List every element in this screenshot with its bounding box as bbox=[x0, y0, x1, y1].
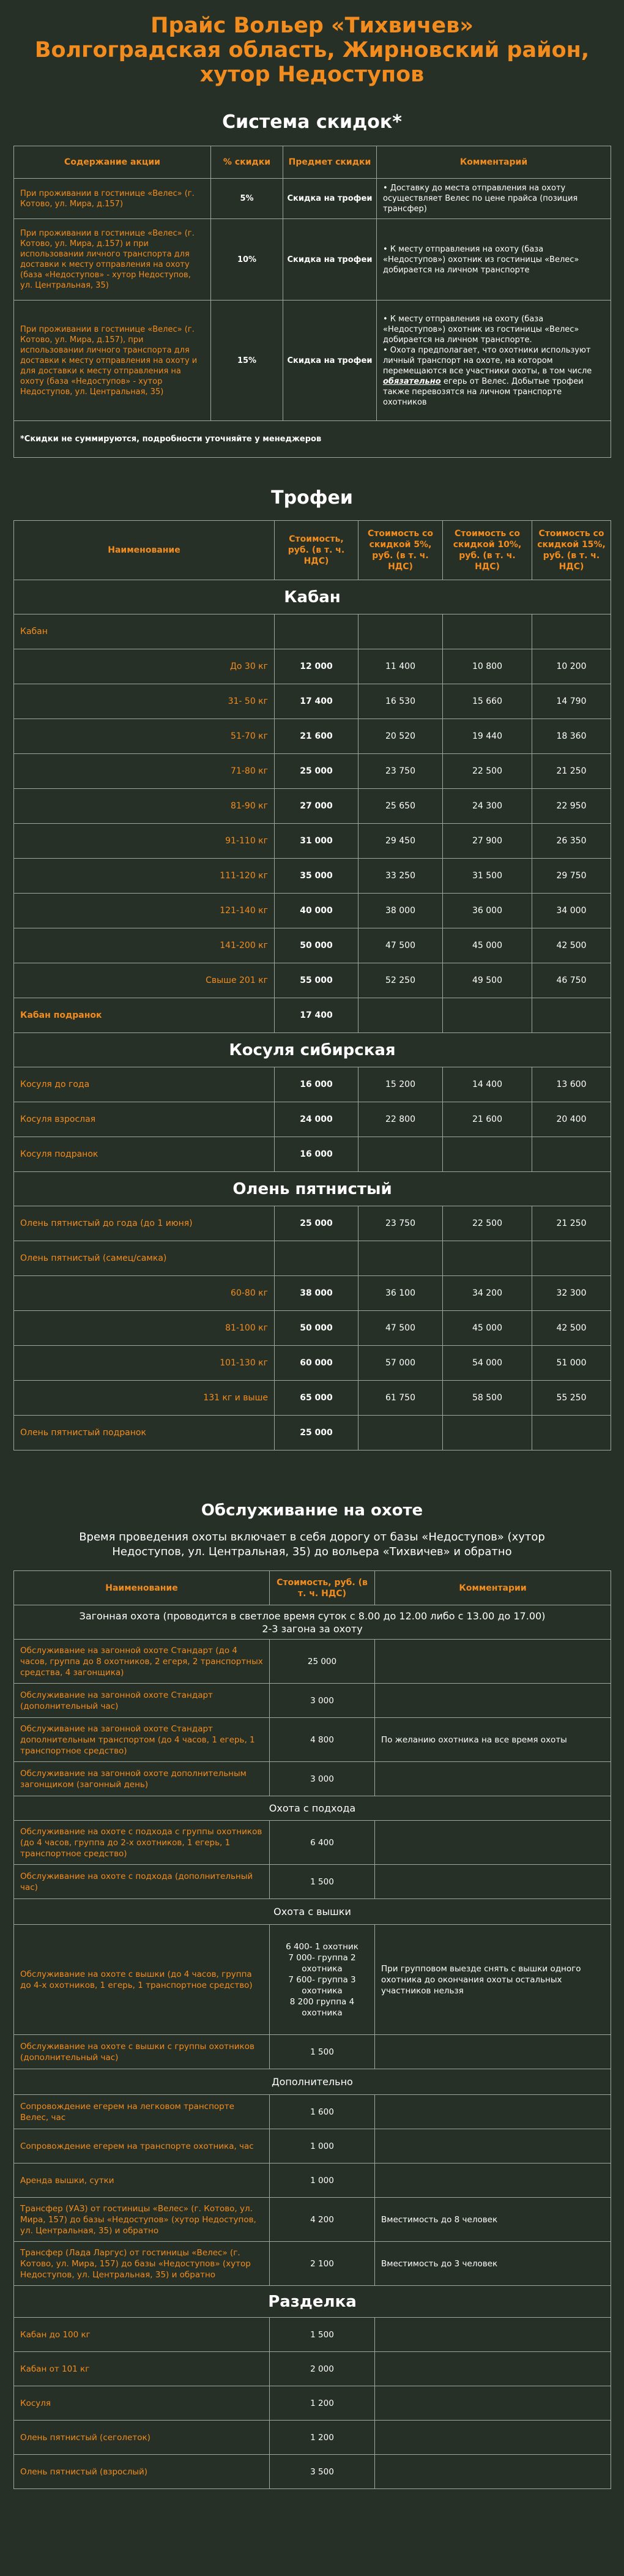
col-header: % скидки bbox=[211, 146, 283, 179]
table-row bbox=[14, 1346, 611, 1381]
category-heading: Кабан bbox=[14, 580, 611, 614]
row-name: Олень пятнистый (взрослый) bbox=[14, 2455, 270, 2489]
price-15: 21 250 bbox=[532, 1206, 611, 1241]
price-discount: 55 250 bbox=[532, 1381, 611, 1416]
table-row bbox=[14, 614, 611, 649]
table-row bbox=[14, 2421, 611, 2455]
price-discount: 32 300 bbox=[532, 1276, 611, 1311]
table-row bbox=[14, 1821, 611, 1865]
row-name: Аренда вышки, сутки bbox=[14, 2163, 270, 2198]
row-name: 31- 50 кг bbox=[14, 684, 275, 719]
table-row bbox=[14, 824, 611, 859]
row-name: Олень пятнистый (сеголеток) bbox=[14, 2421, 270, 2455]
service-note: Время проведения охоты включает в себя дорогу от базы «Недоступов» (хутор Недоступов, ул. Центральная, 35) до вольера «Тихвичев» и обратно bbox=[79, 1531, 545, 1558]
row-name: 111-120 кг bbox=[14, 859, 275, 894]
title-line-2: Волгоградская область, Жирновский район, хутор Недоступов bbox=[34, 38, 590, 87]
service-heading: Обслуживание на охоте bbox=[201, 1501, 423, 1520]
discount-comment: • К месту отправления на охоту (база «Недоступов») охотник из гостиницы «Велес» добирается на личном транспорте bbox=[377, 219, 611, 301]
trophies-heading: Трофеи bbox=[271, 487, 353, 509]
row-name: Косуля до года bbox=[14, 1067, 275, 1102]
row-name: 101-130 кг bbox=[14, 1346, 275, 1381]
price: 38 000 bbox=[275, 1276, 358, 1311]
table-row bbox=[14, 219, 611, 301]
boar-rows bbox=[14, 649, 611, 998]
price: 50 000 bbox=[275, 928, 358, 963]
col-header: Содержание акции bbox=[14, 146, 211, 179]
price: 16 000 bbox=[275, 1137, 358, 1172]
table-row bbox=[14, 684, 611, 719]
table-row bbox=[14, 754, 611, 789]
price: 6 400 bbox=[270, 1821, 375, 1865]
price-discount bbox=[443, 1137, 532, 1172]
price-discount: 14 790 bbox=[532, 684, 611, 719]
row-name: 60-80 кг bbox=[14, 1276, 275, 1311]
price-discount: 51 000 bbox=[532, 1346, 611, 1381]
price-discount: 36 000 bbox=[443, 894, 532, 928]
row-name: Обслуживание на загонной охоте дополнительным загонщиком (загонный день) bbox=[14, 1762, 270, 1796]
price-discount: 15 200 bbox=[358, 1067, 443, 1102]
category-heading: Олень пятнистый bbox=[14, 1172, 611, 1206]
price-discount: 31 500 bbox=[443, 859, 532, 894]
row-name: 81-90 кг bbox=[14, 789, 275, 824]
row-name: 81-100 кг bbox=[14, 1311, 275, 1346]
price: 25 000 bbox=[275, 1416, 358, 1450]
service-rows-extra bbox=[14, 2095, 611, 2286]
price: 31 000 bbox=[275, 824, 358, 859]
row-name: Свыше 201 кг bbox=[14, 963, 275, 998]
table-row bbox=[14, 1241, 611, 1276]
row-name: До 30 кг bbox=[14, 649, 275, 684]
row-name: 71-80 кг bbox=[14, 754, 275, 789]
price-discount: 27 900 bbox=[443, 824, 532, 859]
price-discount: 46 750 bbox=[532, 963, 611, 998]
table-row bbox=[14, 2095, 611, 2129]
row-name: Обслуживание на охоте с подхода (дополнительный час) bbox=[14, 1865, 270, 1899]
table-row bbox=[14, 2163, 611, 2198]
discount-subject: Скидка на трофеи bbox=[283, 219, 377, 301]
comment bbox=[375, 2352, 611, 2386]
price-discount: 61 750 bbox=[358, 1381, 443, 1416]
row-name: Обслуживание на загонной охоте Стандарт (дополнительный час) bbox=[14, 1684, 270, 1718]
group-heading: Охота с подхода bbox=[14, 1796, 611, 1821]
price-discount: 14 400 bbox=[443, 1067, 532, 1102]
comment: Вместимость до 8 человек bbox=[375, 2198, 611, 2242]
price-discount: 23 750 bbox=[358, 754, 443, 789]
table-row bbox=[14, 2129, 611, 2163]
trophies-table bbox=[13, 520, 611, 1450]
comment bbox=[375, 1821, 611, 1865]
price: 55 000 bbox=[275, 963, 358, 998]
table-row bbox=[14, 963, 611, 998]
table-row bbox=[14, 1718, 611, 1762]
discounts-table bbox=[13, 146, 611, 458]
row-name: Косуля подранок bbox=[14, 1137, 275, 1172]
row-name: Олень пятнистый подранок bbox=[14, 1416, 275, 1450]
price-discount: 25 650 bbox=[358, 789, 443, 824]
price-discount: 20 520 bbox=[358, 719, 443, 754]
price-discount: 24 300 bbox=[443, 789, 532, 824]
price-discount: 10 800 bbox=[443, 649, 532, 684]
table-row bbox=[14, 1865, 611, 1899]
table-row bbox=[14, 421, 611, 458]
price-discount bbox=[358, 1137, 443, 1172]
price-discount: 49 500 bbox=[443, 963, 532, 998]
price-discount: 10 200 bbox=[532, 649, 611, 684]
col-header: Предмет скидки bbox=[283, 146, 377, 179]
price: 21 600 bbox=[275, 719, 358, 754]
price-discount: 21 600 bbox=[443, 1102, 532, 1137]
comment bbox=[375, 2455, 611, 2489]
comment bbox=[375, 2163, 611, 2198]
row-name: 51-70 кг bbox=[14, 719, 275, 754]
price: 1 500 bbox=[270, 2318, 375, 2352]
price-discount: 16 530 bbox=[358, 684, 443, 719]
price-discount: 21 250 bbox=[532, 754, 611, 789]
col-header: Комментарий bbox=[377, 146, 611, 179]
group-heading: Дополнительно bbox=[14, 2069, 611, 2095]
table-row bbox=[14, 301, 611, 421]
table-row bbox=[14, 1381, 611, 1416]
table-row bbox=[14, 2352, 611, 2386]
table-row bbox=[14, 649, 611, 684]
price-discount bbox=[532, 1137, 611, 1172]
price: 27 000 bbox=[275, 789, 358, 824]
table-row bbox=[14, 789, 611, 824]
price-discount: 38 000 bbox=[358, 894, 443, 928]
discount-content: При проживании в гостинице «Велес» (г. Котово, ул. Мира, д.157) bbox=[14, 179, 211, 219]
row-name: 141-200 кг bbox=[14, 928, 275, 963]
price: 1 200 bbox=[270, 2386, 375, 2421]
price-discount: 54 000 bbox=[443, 1346, 532, 1381]
group-label: Олень пятнистый (самец/самка) bbox=[14, 1241, 275, 1276]
category-heading: Косуля сибирская bbox=[14, 1033, 611, 1067]
discount-pct: 5% bbox=[211, 179, 283, 219]
comment: Вместимость до 3 человек bbox=[375, 2242, 611, 2286]
price: 60 000 bbox=[275, 1346, 358, 1381]
comment bbox=[375, 1865, 611, 1899]
comment: По желанию охотника на все время охоты bbox=[375, 1718, 611, 1762]
page-title bbox=[13, 13, 611, 87]
price-discount: 45 000 bbox=[443, 928, 532, 963]
row-name: Обслуживание на охоте с подхода с группы охотников (до 4 часов, группа до 2-х охотников, 1 егерь, 1 транспортное средство) bbox=[14, 1821, 270, 1865]
comment bbox=[375, 2421, 611, 2455]
discount-comment: • Доставку до места отправления на охоту осуществляет Велес по цене прайса (позиция трансфер) bbox=[377, 179, 611, 219]
price: 1 500 bbox=[270, 2035, 375, 2069]
row-name: 131 кг и выше bbox=[14, 1381, 275, 1416]
price-discount: 47 500 bbox=[358, 928, 443, 963]
category-heading: Разделка bbox=[14, 2286, 611, 2318]
price-5: 23 750 bbox=[358, 1206, 443, 1241]
price: 24 000 bbox=[275, 1102, 358, 1137]
price: 3 000 bbox=[270, 1684, 375, 1718]
price-discount: 58 500 bbox=[443, 1381, 532, 1416]
row-name: Обслуживание на загонной охоте Стандарт (до 4 часов, группа до 8 охотников, 2 егеря, 2 транспортных средства, 4 загонщика) bbox=[14, 1640, 270, 1684]
discount-comment: • К месту отправления на охоту (база «Недоступов») охотник из гостиницы «Велес» добирается на личном транспорте. • Охота предполагает, что охотники используют личный транспорт на охоте, на котором перемещаются все участники охоты, в том числе обязательно егерь от Велес. Добытые трофеи также перевозятся на личном транспорте охотников bbox=[377, 301, 611, 421]
col-header: Стоимость со скидкой 15%, руб. (в т. ч. НДС) bbox=[532, 521, 611, 580]
price: 40 000 bbox=[275, 894, 358, 928]
price-discount: 33 250 bbox=[358, 859, 443, 894]
table-row bbox=[14, 2318, 611, 2352]
price: 4 200 bbox=[270, 2198, 375, 2242]
row-name: Косуля bbox=[14, 2386, 270, 2421]
table-row bbox=[14, 2242, 611, 2286]
price: 25 000 bbox=[275, 754, 358, 789]
price: 35 000 bbox=[275, 859, 358, 894]
price: 1 000 bbox=[270, 2129, 375, 2163]
price: 2 000 bbox=[270, 2352, 375, 2386]
price: 25 000 bbox=[270, 1640, 375, 1684]
row-name: Обслуживание на загонной охоте Стандарт дополнительным транспортом (до 4 часов, 1 егерь, 1 транспортное средство) bbox=[14, 1718, 270, 1762]
price-discount: 22 800 bbox=[358, 1102, 443, 1137]
price-discount: 15 660 bbox=[443, 684, 532, 719]
price-discount: 19 440 bbox=[443, 719, 532, 754]
table-row bbox=[14, 998, 611, 1033]
price-discount: 13 600 bbox=[532, 1067, 611, 1102]
col-header: Наименование bbox=[14, 1571, 270, 1605]
price-discount: 52 250 bbox=[358, 963, 443, 998]
row-name: Косуля взрослая bbox=[14, 1102, 275, 1137]
group-heading: Охота с вышки bbox=[14, 1899, 611, 1925]
table-row bbox=[14, 2198, 611, 2242]
row-name: 91-110 кг bbox=[14, 824, 275, 859]
price-discount: 26 350 bbox=[532, 824, 611, 859]
price: 65 000 bbox=[275, 1381, 358, 1416]
row-name: Сопровождение егерем на легковом транспорте Велес, час bbox=[14, 2095, 270, 2129]
row-name: Кабан подранок bbox=[14, 998, 275, 1033]
price: 3 500 bbox=[270, 2455, 375, 2489]
service-rows-cutting bbox=[14, 2318, 611, 2489]
group-heading: Загонная охота (проводится в светлое время суток с 8.00 до 12.00 либо с 13.00 до 17.00) 2-3 загона за охоту bbox=[14, 1605, 611, 1640]
discounts-heading: Система скидок* bbox=[222, 111, 402, 133]
comment bbox=[375, 1640, 611, 1684]
price-discount: 36 100 bbox=[358, 1276, 443, 1311]
row-name: Кабан от 101 кг bbox=[14, 2352, 270, 2386]
price: 17 400 bbox=[275, 684, 358, 719]
price-discount: 18 360 bbox=[532, 719, 611, 754]
comment bbox=[375, 2318, 611, 2352]
price: 3 000 bbox=[270, 1762, 375, 1796]
price: 17 400 bbox=[275, 998, 358, 1033]
table-row bbox=[14, 1684, 611, 1718]
discount-content: При проживании в гостинице «Велес» (г. Котово, ул. Мира, д.157) и при использовании личного транспорта для доставки к месту отправления на охоту (база «Недоступов» - хутор Недоступов, ул. Центральная, 35) bbox=[14, 219, 211, 301]
table-row bbox=[14, 1067, 611, 1102]
comment bbox=[375, 2386, 611, 2421]
price-10: 22 500 bbox=[443, 1206, 532, 1241]
row-name: 121-140 кг bbox=[14, 894, 275, 928]
comment: При групповом выезде снять с вышки одного охотника до окончания охоты остальных участников нельзя bbox=[375, 1925, 611, 2035]
table-row bbox=[14, 1311, 611, 1346]
discount-subject: Скидка на трофеи bbox=[283, 301, 377, 421]
price: 2 100 bbox=[270, 2242, 375, 2286]
group-label: Кабан bbox=[14, 614, 275, 649]
table-row bbox=[14, 1102, 611, 1137]
price-discount: 20 400 bbox=[532, 1102, 611, 1137]
price-discount: 29 750 bbox=[532, 859, 611, 894]
price-discount: 45 000 bbox=[443, 1311, 532, 1346]
service-rows-driven bbox=[14, 1640, 611, 1796]
table-row bbox=[14, 1640, 611, 1684]
table-row bbox=[14, 859, 611, 894]
price: 6 400- 1 охотник 7 000- группа 2 охотника 7 600- группа 3 охотника 8 200 группа 4 охотника bbox=[270, 1925, 375, 2035]
comment bbox=[375, 1684, 611, 1718]
table-row bbox=[14, 2455, 611, 2489]
col-header: Наименование bbox=[14, 521, 275, 580]
price: 1 000 bbox=[270, 2163, 375, 2198]
price-discount: 11 400 bbox=[358, 649, 443, 684]
price: 4 800 bbox=[270, 1718, 375, 1762]
comment bbox=[375, 2129, 611, 2163]
col-header: Стоимость со скидкой 10%, руб. (в т. ч. НДС) bbox=[443, 521, 532, 580]
col-header: Стоимость, руб. (в т. ч. НДС) bbox=[275, 521, 358, 580]
price: 1 500 bbox=[270, 1865, 375, 1899]
price-discount: 29 450 bbox=[358, 824, 443, 859]
table-row bbox=[14, 179, 611, 219]
price-discount: 57 000 bbox=[358, 1346, 443, 1381]
price: 25 000 bbox=[275, 1206, 358, 1241]
table-row bbox=[14, 894, 611, 928]
table-row bbox=[14, 1137, 611, 1172]
row-name: Трансфер (УАЗ) от гостиницы «Велес» (г. Котово, ул. Мира, 157) до базы «Недоступов» (хутор Недоступов, ул. Центральная, 35) и обратно bbox=[14, 2198, 270, 2242]
row-name: Сопровождение егерем на транспорте охотника, час bbox=[14, 2129, 270, 2163]
price-discount: 42 500 bbox=[532, 1311, 611, 1346]
discount-pct: 15% bbox=[211, 301, 283, 421]
price: 50 000 bbox=[275, 1311, 358, 1346]
discount-content: При проживании в гостинице «Велес» (г. Котово, ул. Мира, д.157), при использовании личного транспорта для доставки к месту отправления на охоту и для доставки к месту отправления на охоту (база «Недоступов» - хутор Недоступов, ул. Центральная, 35) bbox=[14, 301, 211, 421]
price-discount: 22 950 bbox=[532, 789, 611, 824]
table-row bbox=[14, 1762, 611, 1796]
table-row bbox=[14, 928, 611, 963]
table-row bbox=[14, 1925, 611, 2035]
price-discount: 47 500 bbox=[358, 1311, 443, 1346]
price-discount: 42 500 bbox=[532, 928, 611, 963]
table-row bbox=[14, 2035, 611, 2069]
table-row bbox=[14, 2386, 611, 2421]
price: 1 600 bbox=[270, 2095, 375, 2129]
table-row bbox=[14, 1416, 611, 1450]
price: 1 200 bbox=[270, 2421, 375, 2455]
col-header: Стоимость со скидкой 5%, руб. (в т. ч. НДС) bbox=[358, 521, 443, 580]
price: 12 000 bbox=[275, 649, 358, 684]
comment bbox=[375, 2095, 611, 2129]
col-header: Комментарии bbox=[375, 1571, 611, 1605]
discount-subject: Скидка на трофеи bbox=[283, 179, 377, 219]
table-row bbox=[14, 1276, 611, 1311]
price: 16 000 bbox=[275, 1067, 358, 1102]
col-header: Стоимость, руб. (в т. ч. НДС) bbox=[270, 1571, 375, 1605]
discount-pct: 10% bbox=[211, 219, 283, 301]
table-row bbox=[14, 1206, 611, 1241]
table-row bbox=[14, 719, 611, 754]
price-discount: 34 000 bbox=[532, 894, 611, 928]
service-table bbox=[13, 1570, 611, 2489]
row-name: Обслуживание на охоте с вышки с группы охотников (дополнительный час) bbox=[14, 2035, 270, 2069]
row-name: Олень пятнистый до года (до 1 июня) bbox=[14, 1206, 275, 1241]
title-line-1: Прайс Вольер «Тихвичев» bbox=[150, 13, 474, 38]
comment bbox=[375, 1762, 611, 1796]
row-name: Кабан до 100 кг bbox=[14, 2318, 270, 2352]
discounts-footnote: *Скидки не суммируются, подробности уточняйте у менеджеров bbox=[14, 421, 611, 458]
row-name: Обслуживание на охоте с вышки (до 4 часов, группа до 4-х охотников, 1 егерь, 1 транспортное средство) bbox=[14, 1925, 270, 2035]
row-name: Трансфер (Лада Ларгус) от гостиницы «Велес» (г. Котово, ул. Мира, 157) до базы «Недоступов» (хутор Недоступов, ул. Центральная, 35) и обратно bbox=[14, 2242, 270, 2286]
deer-rows bbox=[14, 1276, 611, 1416]
service-rows-stalk bbox=[14, 1821, 611, 1899]
price-discount: 34 200 bbox=[443, 1276, 532, 1311]
price-discount: 22 500 bbox=[443, 754, 532, 789]
roe-rows bbox=[14, 1067, 611, 1172]
